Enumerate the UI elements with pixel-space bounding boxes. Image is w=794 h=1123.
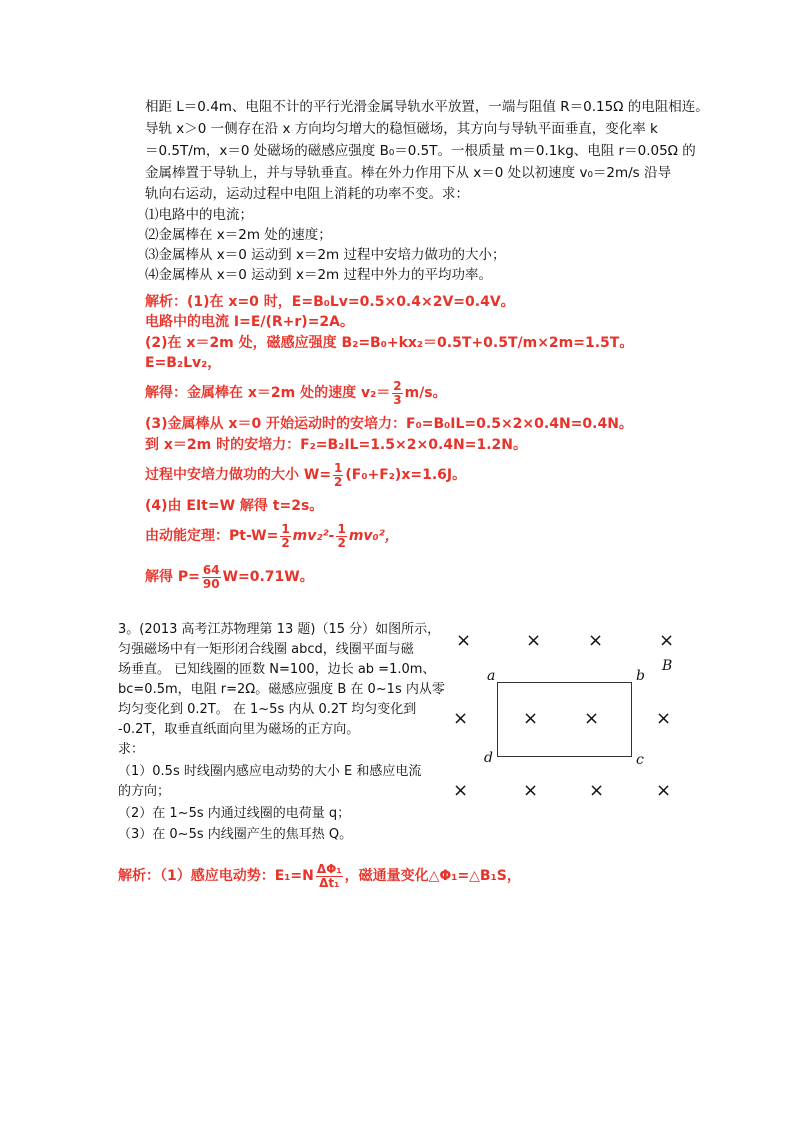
- fraction: [316, 863, 343, 890]
- solution-text: (F₀+F₂)x=1.6J。: [345, 467, 467, 483]
- fraction-denominator: 3: [393, 392, 402, 407]
- field-cross-icon: ×: [589, 780, 605, 801]
- field-cross-icon: ×: [456, 630, 472, 651]
- fraction-denominator: 90: [202, 576, 220, 591]
- solution-text: 解析：（1）感应电动势：E₁=N: [118, 868, 314, 884]
- field-label-B: B: [662, 658, 673, 674]
- fraction: [336, 523, 346, 550]
- problem2-question: ⑵金属棒在 x＝2m 处的速度；: [145, 227, 332, 243]
- fraction-denominator: 2: [337, 535, 346, 550]
- vertex-label-c: c: [636, 752, 644, 768]
- fraction-denominator: Δt₁: [319, 875, 340, 890]
- field-cross-icon: ×: [656, 708, 672, 729]
- solution-line: 电路中的电流 I=E/(R+r)=2A。: [145, 314, 355, 330]
- solution-text: 解得 P=: [145, 569, 200, 585]
- problem2-line: 轨向右运动，运动过程中电阻上消耗的功率不变。求：: [145, 186, 469, 202]
- solution-line: 解析：(1)在 x=0 时，E=B₀Lv=0.5×0.4×2V=0.4V。: [145, 294, 515, 310]
- field-cross-icon: ×: [523, 708, 539, 729]
- problem3-question: （2）在 1~5s 内通过线圈的电荷量 q；: [118, 806, 351, 821]
- problem2-line: 金属棒置于导轨上，并与导轨垂直。棒在外力作用下从 x＝0 处以初速度 v₀＝2m/s 沿导: [145, 165, 671, 181]
- vertex-label-b: b: [636, 668, 645, 684]
- solution-text: 过程中安培力做功的大小 W=: [145, 467, 332, 483]
- fraction-numerator: 1: [337, 521, 346, 536]
- fraction: [280, 523, 290, 550]
- solution-line: [145, 378, 447, 408]
- fraction-numerator: 1: [281, 521, 290, 536]
- fraction-numerator: 1: [334, 460, 343, 475]
- field-cross-icon: ×: [656, 780, 672, 801]
- problem3-line: 求：: [118, 742, 145, 757]
- solution-line: [118, 860, 521, 892]
- fraction-denominator: 2: [334, 474, 343, 489]
- fraction: [392, 380, 402, 407]
- fraction: [333, 462, 343, 489]
- problem2-line: ＝0.5T/m，x＝0 处磁场的磁感应强度 B₀＝0.5T。一根质量 m＝0.1kg、电阻 r＝0.05Ω 的: [145, 143, 696, 159]
- solution-line: (2)在 x＝2m 处，磁感应强度 B₂=B₀+kx₂＝0.5T+0.5T/m×2m=1.5T。: [145, 335, 634, 351]
- solution-text: m/s。: [404, 385, 447, 401]
- solution-text: W=0.71W。: [222, 569, 314, 585]
- problem2-question: ⑶金属棒从 x＝0 运动到 x＝2m 过程中安培力做功的大小；: [145, 247, 506, 263]
- solution-text: 由动能定理：Pt-W=: [145, 528, 279, 544]
- solution-line: (4)由 EIt=W 解得 t=2s。: [145, 498, 324, 514]
- solution-line: [145, 560, 314, 594]
- solution-text: 解得：金属棒在 x＝2m 处的速度 v₂＝: [145, 385, 391, 401]
- fraction: [202, 564, 221, 591]
- problem3-line: 均匀变化到 0.2T。 在 1~5s 内从 0.2T 均匀变化到: [118, 702, 417, 717]
- problem3-question: （3）在 0~5s 内线圈产生的焦耳热 Q。: [118, 827, 353, 842]
- problem2-line: 导轨 x＞0 一侧存在沿 x 方向均匀增大的稳恒磁场，其方向与导轨平面垂直，变化率 k: [145, 121, 658, 137]
- problem3-question: （1）0.5s 时线圈内感应电动势的大小 E 和感应电流: [118, 764, 422, 779]
- field-cross-icon: ×: [659, 630, 675, 651]
- vertex-label-a: a: [487, 668, 496, 684]
- solution-line: (3)金属棒从 x＝0 开始运动时的安培力：F₀=B₀IL=0.5×2×0.4N=0.4N。: [145, 416, 633, 432]
- solution-line: [145, 460, 466, 490]
- solution-text: mv₂²-: [292, 528, 335, 544]
- problem3-line: -0.2T，取垂直纸面向里为磁场的正方向。: [118, 722, 360, 737]
- field-cross-icon: ×: [523, 780, 539, 801]
- fraction-denominator: 2: [281, 535, 290, 550]
- solution-text: mv₀²，: [348, 528, 399, 544]
- problem3-line: 3。(2013 高考江苏物理第 13 题)（15 分）如图所示，: [118, 622, 441, 637]
- fraction-numerator: ΔΦ₁: [316, 861, 342, 876]
- field-cross-icon: ×: [584, 708, 600, 729]
- problem2-question: ⑴电路中的电流；: [145, 207, 253, 223]
- vertex-label-d: d: [484, 750, 493, 766]
- problem3-line: bc=0.5m，电阻 r=2Ω。磁感应强度 B 在 0~1s 内从零: [118, 682, 445, 697]
- problem3-line: 场垂直。 已知线圈的匝数 N=100，边长 ab =1.0m、: [118, 662, 436, 677]
- field-cross-icon: ×: [588, 630, 604, 651]
- problem2-line: 相距 L＝0.4m、电阻不计的平行光滑金属导轨水平放置，一端与阻值 R＝0.15Ω 的电阻相连。: [145, 99, 709, 115]
- coil-rectangle: [497, 682, 632, 757]
- problem3-question: 的方向；: [118, 784, 171, 799]
- solution-text: ，磁通量变化△Φ₁=△B₁S，: [344, 868, 521, 884]
- field-cross-icon: ×: [453, 780, 469, 801]
- field-cross-icon: ×: [526, 630, 542, 651]
- solution-line: 到 x＝2m 时的安培力：F₂=B₂IL=1.5×2×0.4N=1.2N。: [145, 437, 527, 453]
- fraction-numerator: 2: [393, 378, 402, 393]
- problem3-line: 匀强磁场中有一矩形闭合线圈 abcd，线圈平面与磁: [118, 642, 414, 657]
- field-cross-icon: ×: [453, 708, 469, 729]
- fraction-numerator: 64: [202, 562, 220, 577]
- problem2-question: ⑷金属棒从 x＝0 运动到 x＝2m 过程中外力的平均功率。: [145, 267, 492, 283]
- solution-line: E=B₂Lv₂，: [145, 355, 222, 371]
- solution-line: [145, 520, 399, 552]
